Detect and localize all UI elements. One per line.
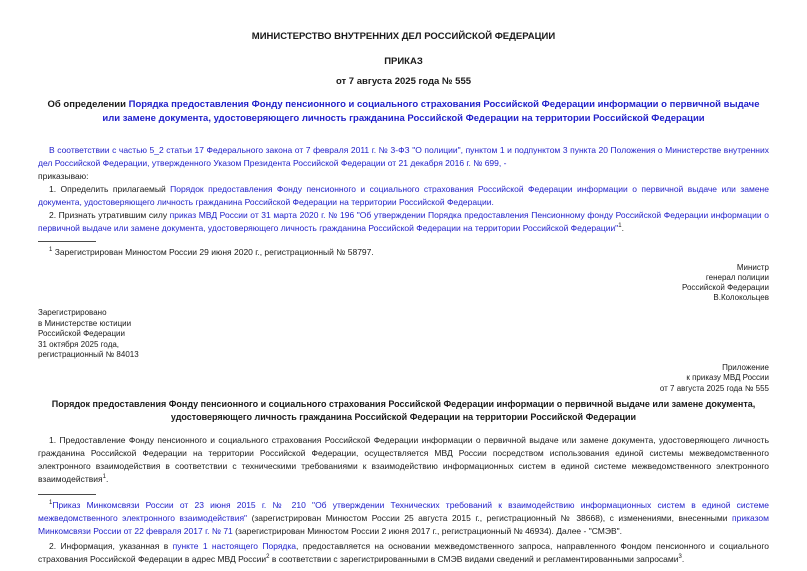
order-paragraph-1-text: 1. Предоставление Фонду пенсионного и социального страхования Российской Федерации информации о первичной выдаче или замене документа, удостоверяющего личность гражданина Российской Федерации на территории Российской Федерации, осуществляется МВД России посредством использования единой системы межведомственного электронного взаимодействия в соответствии с техническими требованиями к взаимодействию информационных систем в единой системе межведомственного электронного взаимодействия [38, 435, 769, 484]
order-paragraph-2-text-2: , предоставляется на основании межведомственного запроса, направленного Фондом пенсионного и социального страхования Российской Федерации в адрес МВД России [38, 541, 769, 564]
order-item-2 [38, 209, 769, 235]
footnote-ref-2[interactable]: 2 [266, 554, 270, 561]
footnote-smev-text-1: (зарегистрирован Минюстом России 25 августа 2015 г., регистрационный № 38668), с изменениями, внесенными [247, 513, 732, 523]
order-heading: Порядок предоставления Фонду пенсионного и социального страхования Российской Федерации информации о первичной выдаче или замене документа, удостоверяющего личность гражданина Российской Федерации на территории Российской Федерации [51, 399, 756, 422]
annex-line-2: к приказу МВД России [686, 373, 769, 382]
doc-title-prefix: Об определении [47, 99, 129, 110]
signature-block [38, 263, 769, 303]
footnote-registered-text: Зарегистрирован Минюстом России 29 июня 2020 г., регистрационный № 58797. [52, 247, 374, 257]
order-item-1-text: 1. Определить прилагаемый [49, 184, 171, 194]
footnote-registered-marker: 1 [49, 247, 53, 254]
registration-line-2: в Министерстве юстиции [38, 318, 132, 328]
decree-word: приказываю: [38, 171, 89, 181]
registration-line-4: 31 октября 2025 года, [38, 339, 120, 349]
footnote-separator [38, 241, 96, 242]
order-item-2-text: 2. Признать утратившим силу [49, 210, 170, 220]
annex-line-3: от 7 августа 2025 года № 555 [659, 383, 769, 393]
order-item-2-tail: . [621, 223, 624, 233]
doc-title-link[interactable]: Порядка предоставления Фонду пенсионного и социального страхования Российской Федерации информации о первичной выдаче или замене документа, удостоверяющего личность гражданина Российской Федерации на территории Российской Федерации [102, 99, 760, 124]
order-item-1 [38, 183, 769, 209]
footnote-smev-link-1[interactable]: Приказ Минкомсвязи России от 23 июня 2015 г. № 210 "Об утверждении Технических требований к взаимодействию информационных систем в единой системе межведомственного электронного взаимодействия" [38, 500, 769, 523]
order-paragraph-2-text-1: 2. Информация, указанная в [49, 541, 173, 551]
order-paragraph-2-link[interactable]: пункте 1 настоящего Порядка [172, 541, 297, 551]
signature-post: Министр [736, 263, 769, 272]
annex-line-1: Приложение [722, 362, 769, 372]
order-paragraph-1 [38, 434, 769, 486]
signature-name: В.Колокольцев [713, 293, 769, 302]
footnote-registered [38, 246, 769, 259]
signature-country: Российской Федерации [682, 283, 769, 292]
preamble-link[interactable]: В соответствии с частью 5_2 статьи 17 Федерального закона от 7 февраля 2011 г. № 3-ФЗ "О полиции", пунктом 1 и подпунктом 3 пункта 20 Положения о Министерстве внутренних дел Российской Федерации, утвержденного Указом Президента Российской Федерации от 21 декабря 2016 г. № 699, - [38, 145, 769, 168]
registration-line-5: регистрационный № 84013 [38, 350, 139, 359]
footnote-ref-smev[interactable]: 1 [102, 474, 106, 481]
footnote-ref-3[interactable]: 3 [678, 554, 682, 561]
footnote-smev [38, 499, 769, 538]
order-item-1-link[interactable]: Порядок предоставления Фонду пенсионного и социального страхования Российской Федерации информации о первичной выдаче или замене документа, удостоверяющего личность гражданина Российской Федерации на территории Российской Федерации. [38, 184, 769, 207]
preamble-paragraph [38, 144, 769, 170]
order-paragraph-2 [38, 540, 769, 566]
order-paragraph-2-text-3: в соответствии с зарегистрированными в СМЭВ видами сведений и регламентированными запросами [269, 554, 679, 564]
footnote-separator-2 [38, 494, 96, 495]
ministry-name: МИНИСТЕРСТВО ВНУТРЕННИХ ДЕЛ РОССИЙСКОЙ ФЕДЕРАЦИИ [251, 31, 556, 42]
annex-block [38, 363, 769, 395]
footnote-smev-marker: 1 [49, 500, 53, 507]
signature-rank: генерал полиции [705, 273, 769, 282]
registration-line-3: Российской Федерации [38, 329, 125, 338]
registration-block [38, 308, 769, 361]
footnote-smev-text-2: (зарегистрирован Минюстом России 2 июня 2017 г., регистрационный № 46934). Далее - "СМЭВ". [232, 526, 623, 536]
order-paragraph-1-tail: . [105, 474, 109, 484]
doc-title [38, 98, 769, 126]
order-item-2-link[interactable]: приказ МВД России от 31 марта 2020 г. № 196 "Об утверждении Порядка предоставления Пенсионному фонду Российской Федерации информации о первичной выдаче или замене документа, удостоверяющего личность гражданина Российской Федерации на территории Российской Федерации" [38, 210, 769, 233]
order-paragraph-2-tail: . [681, 554, 685, 564]
doc-type-label: ПРИКАЗ [384, 56, 423, 67]
footnote-ref-1[interactable]: 1 [618, 223, 622, 230]
footnote-smev-link-2[interactable]: приказом Минкомсвязи России от 22 февраля 2017 г. № 71 [38, 513, 769, 536]
registration-line-1: Зарегистрировано [38, 308, 107, 317]
doc-date-number: от 7 августа 2025 года № 555 [335, 76, 472, 87]
